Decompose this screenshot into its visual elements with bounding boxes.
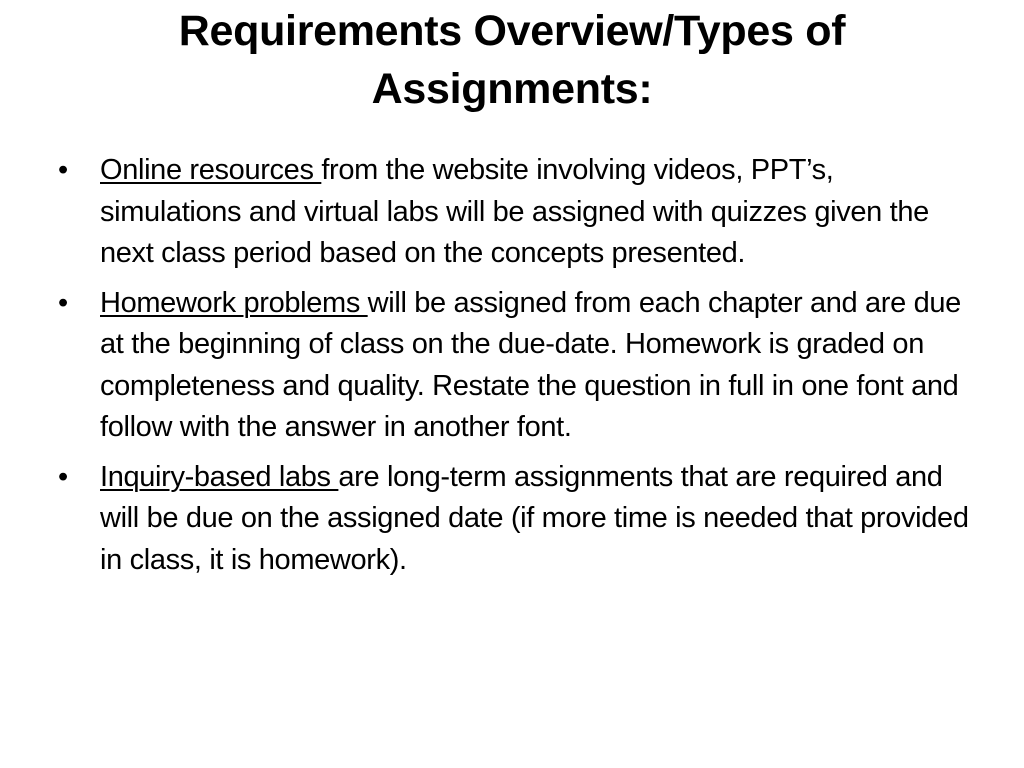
bullet-item-homework-problems: [54, 283, 974, 449]
bullet-text-inquiry-labs: are long-term assignments that are required and will be due on the assigned date (if more time is needed that provided in class, it is homework).: [100, 460, 969, 576]
bullet-dot-icon: •: [58, 460, 68, 493]
bullet-lead-inquiry-labs: Inquiry-based labs: [100, 460, 339, 493]
bullet-lead-homework-problems: Homework problems: [100, 286, 368, 319]
bullet-dot-icon: •: [58, 286, 68, 319]
slide-title: Requirements Overview/Types of Assignments:: [178, 7, 846, 113]
bullet-item-inquiry-labs: [54, 457, 974, 582]
bullet-text-online-resources: from the website involving videos, PPT’s, simulations and virtual labs will be assigned with quizzes given the next class period based on the concepts presented.: [100, 154, 929, 269]
bullet-item-online-resources: [54, 150, 974, 275]
bullet-list: [54, 150, 974, 589]
bullet-dot-icon: •: [58, 154, 68, 186]
bullet-text-homework-problems: will be assigned from each chapter and are due at the beginning of class on the due-date. Homework is graded on completeness and quality. Restate the question in full in one font and follow with the answer in another font.: [100, 286, 961, 443]
bullet-lead-online-resources: Online resources: [100, 154, 322, 186]
